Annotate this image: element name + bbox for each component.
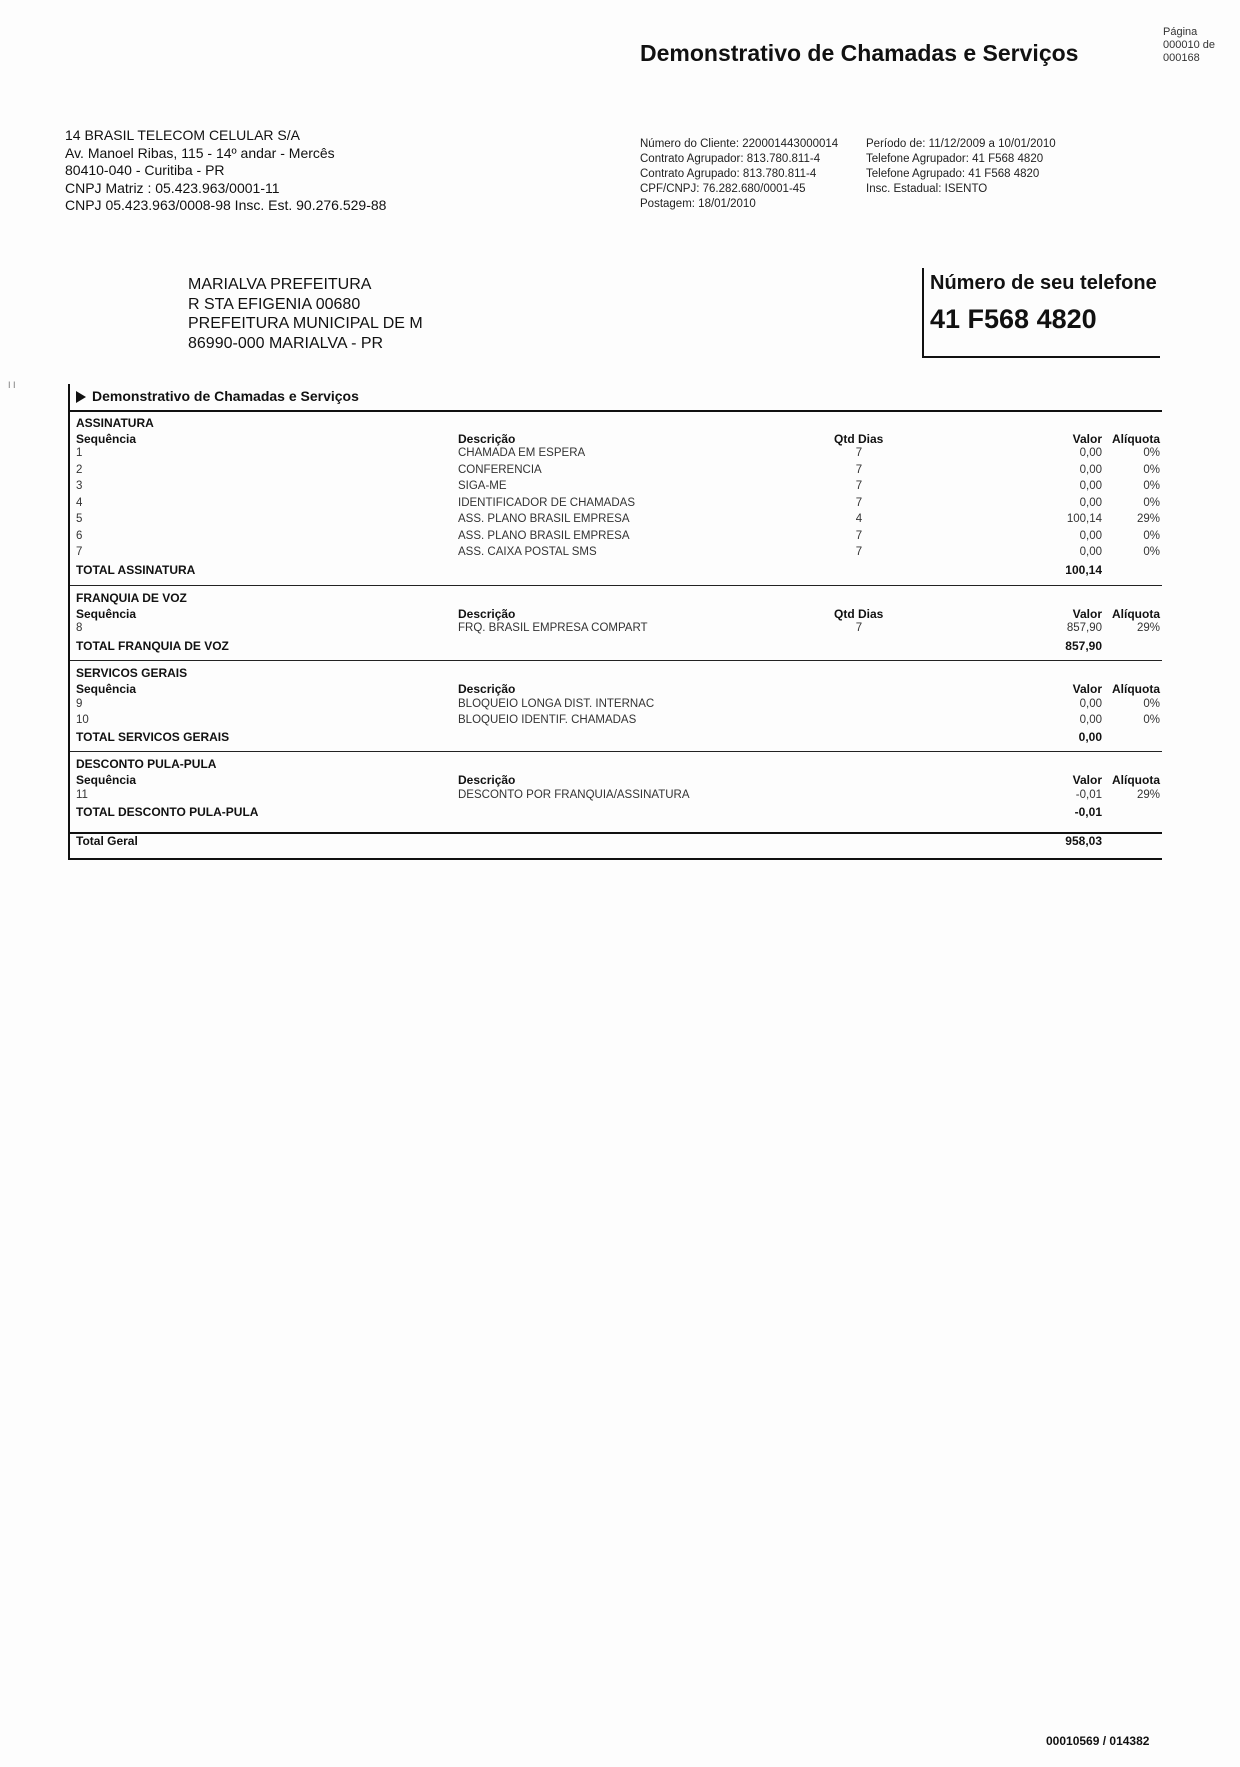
cell-seq: 2 [76,463,83,476]
company-line: 14 BRASIL TELECOM CELULAR S/A [65,127,300,143]
table-row [76,530,1162,547]
cell-qtd: 4 [855,513,863,525]
header-seq: Sequência [76,773,137,787]
divider [70,585,1162,586]
grand-total-value: 958,03 [1065,834,1102,848]
page-info [1163,26,1215,65]
cell-desc: BLOQUEIO IDENTIF. CHAMADAS [458,714,637,726]
statement-table [68,384,1162,860]
total-label: TOTAL SERVICOS GERAIS [76,730,230,744]
page-current: 000010 de [1163,39,1215,51]
header-valor: Valor [1072,773,1102,787]
cell-desc: IDENTIFICADOR DE CHAMADAS [458,496,635,509]
divider [70,410,1162,412]
header-qtd: Qtd Dias [834,432,884,446]
cell-desc: DESCONTO POR FRANQUIA/ASSINATURA [458,789,690,801]
company-line: CNPJ Matriz : 05.423.963/0001-11 [65,179,280,196]
section-name: FRANQUIA DE VOZ [76,591,187,605]
billing-period: Período de: 11/12/2009 a 10/01/2010 [866,138,1056,150]
cell-aliquota: 29% [1136,622,1160,634]
header-valor: Valor [1072,432,1102,446]
cell-aliquota: 0% [1143,463,1160,476]
cell-seq: 7 [76,546,83,558]
cell-valor: 0,00 [1079,496,1102,509]
cell-qtd: 7 [855,480,863,492]
cell-desc: FRQ. BRASIL EMPRESA COMPART [458,622,648,634]
cell-valor: 0,00 [1079,447,1102,459]
cell-desc: ASS. PLANO BRASIL EMPRESA [458,513,630,525]
table-row [76,497,1162,514]
cell-qtd: 7 [855,546,863,558]
table-row [76,513,1162,530]
recipient-line: R STA EFIGENIA 00680 [188,295,361,313]
total-label: TOTAL ASSINATURA [76,563,196,577]
table-row [76,789,1162,806]
cell-valor: 0,00 [1079,463,1102,476]
cell-qtd: 7 [855,622,863,634]
cell-seq: 9 [76,698,83,710]
header-valor: Valor [1072,682,1102,696]
header-valor: Valor [1072,607,1102,621]
page-total: 000168 [1163,52,1200,64]
client-info-right [866,137,1056,197]
state-registration: Insc. Estadual: ISENTO [866,183,988,195]
cell-desc: BLOQUEIO LONGA DIST. INTERNAC [458,698,655,710]
section-name: ASSINATURA [76,416,154,430]
table-row [76,480,1162,497]
section-name: DESCONTO PULA-PULA [76,757,217,771]
table-row [76,698,1162,715]
cell-desc: ASS. CAIXA POSTAL SMS [458,546,597,558]
company-line: 80410-040 - Curitiba - PR [65,162,225,178]
posting-date: Postagem: 18/01/2010 [640,198,756,210]
cell-seq: 1 [76,447,83,459]
cell-valor: 0,00 [1079,698,1102,710]
triangle-right-icon [76,391,86,403]
header-aliquota: Alíquota [1112,773,1160,787]
header-desc: Descrição [458,607,516,621]
total-value: 0,00 [1078,730,1102,744]
header-aliquota: Alíquota [1112,607,1160,621]
cell-aliquota: 0% [1143,480,1160,492]
company-line: Av. Manoel Ribas, 115 - 14º andar - Mercês [65,144,335,161]
header-seq: Sequência [76,432,137,446]
cell-aliquota: 0% [1143,496,1160,509]
contract-grouper: Contrato Agrupador: 813.780.811-4 [640,153,821,165]
phone-box [922,268,1160,358]
page-label: Página [1163,26,1198,38]
table-row [76,546,1162,563]
cell-seq: 4 [76,496,83,509]
page-title: Demonstrativo de Chamadas e Serviços [640,40,1079,66]
header-aliquota: Alíquota [1112,432,1160,446]
cell-aliquota: 29% [1136,789,1160,801]
table-row [76,714,1162,731]
cell-aliquota: 0% [1143,447,1160,459]
cell-seq: 10 [76,714,89,726]
cell-valor: 100,14 [1066,513,1102,525]
cell-seq: 6 [76,529,83,542]
cell-valor: 0,00 [1079,546,1102,558]
cell-aliquota: 0% [1143,529,1160,542]
header-desc: Descrição [458,682,516,696]
section-name: SERVICOS GERAIS [76,666,188,680]
phone-number: 41 F568 4820 [930,304,1097,334]
client-info-left [640,137,838,212]
recipient-line: 86990-000 MARIALVA - PR [188,334,384,352]
cell-qtd: 7 [855,463,863,476]
contract-grouped: Contrato Agrupado: 813.780.811-4 [640,168,817,180]
cell-qtd: 7 [855,447,863,459]
cell-valor: 0,00 [1079,480,1102,492]
grand-total-label: Total Geral [76,834,138,848]
cpf-cnpj: CPF/CNPJ: 76.282.680/0001-45 [640,183,806,195]
cell-qtd: 7 [855,529,863,542]
cell-desc: CHAMADA EM ESPERA [458,447,586,459]
client-number: Número do Cliente: 220001443000014 [640,138,839,150]
table-row [76,447,1162,464]
cell-desc: SIGA-ME [458,480,507,492]
recipient-line: PREFEITURA MUNICIPAL DE M [188,315,423,332]
cell-valor: 857,90 [1066,622,1102,634]
total-value: 100,14 [1065,563,1102,577]
header-qtd: Qtd Dias [834,607,884,621]
phone-label: Número de seu telefone [930,272,1157,294]
company-line: CNPJ 05.423.963/0008-98 Insc. Est. 90.276.529-88 [65,197,387,213]
divider [70,832,1162,834]
cell-aliquota: 0% [1143,698,1160,710]
company-address [65,127,386,215]
recipient-line: MARIALVA PREFEITURA [188,276,372,293]
cell-aliquota: 0% [1143,714,1160,726]
cell-aliquota: 0% [1143,546,1160,558]
header-seq: Sequência [76,607,137,621]
cell-aliquota: 29% [1136,513,1160,525]
cell-desc: CONFERENCIA [458,463,542,476]
total-value: 857,90 [1065,639,1102,653]
table-row [76,622,1162,639]
cell-valor: 0,00 [1079,714,1102,726]
cell-seq: 3 [76,480,83,492]
cell-desc: ASS. PLANO BRASIL EMPRESA [458,529,630,542]
phone-grouper: Telefone Agrupador: 41 F568 4820 [866,153,1044,165]
cell-qtd: 7 [855,496,863,509]
total-label: TOTAL FRANQUIA DE VOZ [76,639,229,653]
statement-title [76,388,359,404]
statement-title-text: Demonstrativo de Chamadas e Serviços [92,388,359,404]
margin-mark: I I [8,380,16,390]
table-row [76,464,1162,481]
document-number: 00010569 / 014382 [1046,1734,1150,1748]
total-label: TOTAL DESCONTO PULA-PULA [76,805,259,819]
cell-valor: 0,00 [1079,529,1102,542]
cell-valor: -0,01 [1075,789,1102,801]
header-desc: Descrição [458,773,516,787]
cell-seq: 5 [76,513,83,525]
divider [70,751,1162,752]
phone-grouped: Telefone Agrupado: 41 F568 4820 [866,168,1040,180]
header-desc: Descrição [458,432,516,446]
divider [70,660,1162,661]
header-seq: Sequência [76,682,137,696]
cell-seq: 11 [76,789,88,801]
recipient-address [188,275,423,353]
header-aliquota: Alíquota [1112,682,1160,696]
cell-seq: 8 [76,622,83,634]
total-value: -0,01 [1074,805,1102,819]
